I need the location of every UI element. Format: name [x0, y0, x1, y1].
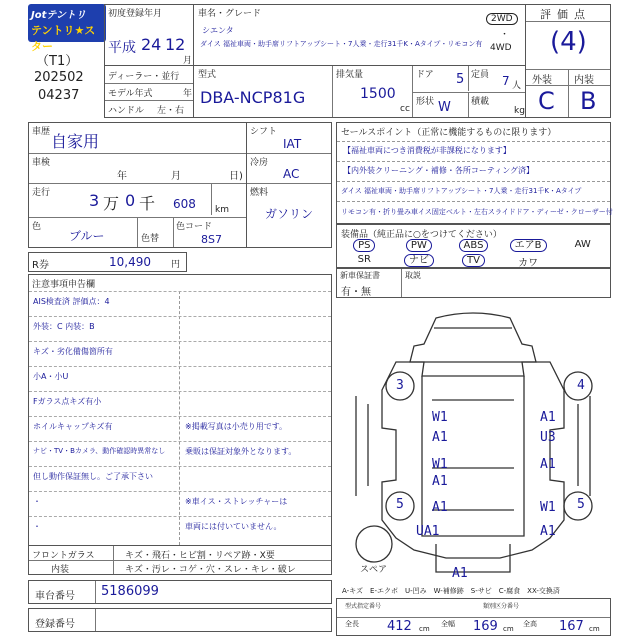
- chassis-label: 車台番号: [35, 591, 75, 602]
- type-code-label: 型式指定番号: [345, 603, 382, 610]
- damage-mark: A1: [540, 524, 556, 539]
- length-value: 412: [387, 619, 412, 634]
- width-value: 169: [473, 619, 498, 634]
- type-label: 型式: [198, 70, 217, 80]
- shape-value: W: [438, 100, 451, 115]
- logo-text-1: Jotテントリ: [31, 10, 86, 21]
- height-label: 全高: [523, 620, 537, 628]
- height-unit: cm: [589, 625, 600, 633]
- notes-box: [28, 274, 332, 546]
- front-glass-label: フロントガラス: [32, 551, 95, 561]
- int-grade: B: [580, 87, 597, 115]
- logo: [28, 4, 106, 53]
- note-left: 但し動作保証無し。ご了承下さい: [33, 472, 153, 481]
- cc-value: 1500: [360, 86, 396, 102]
- width-unit: cm: [503, 625, 514, 633]
- certificate-box: [336, 268, 611, 298]
- reg-label: 初度登録年月: [108, 9, 163, 19]
- vehicle-info-box: [28, 122, 247, 248]
- drive-2wd: 2WD: [486, 13, 518, 25]
- color-value: ブルー: [69, 229, 105, 243]
- sales-item: ダイス 福祉車両・助手席リフトアップシート・7人乗・走行31千K・Aタイプ: [341, 187, 582, 195]
- capacity-label: 定員: [471, 70, 490, 80]
- mileage-value: 608: [173, 197, 196, 211]
- load-unit: kg: [514, 106, 525, 116]
- equipment-sr: SR: [357, 254, 371, 265]
- note-left: ・: [33, 522, 41, 531]
- model-label: 車名・グレード: [198, 9, 262, 19]
- aircon-label: 冷房: [250, 158, 269, 168]
- spare-label: スペア: [360, 565, 388, 575]
- ext-label: 外装: [532, 75, 552, 86]
- registration-label: 登録番号: [35, 619, 75, 630]
- damage-mark: W1: [432, 410, 448, 425]
- ext-grade: C: [538, 87, 555, 115]
- model-year-unit: 年: [183, 89, 193, 99]
- damage-right-front: 4: [577, 378, 585, 393]
- equipment-label: 装備品（純正品に○をつけてください）: [341, 230, 502, 240]
- dimensions-box: [336, 598, 611, 636]
- class-code-label: 類別区分番号: [483, 603, 520, 610]
- type-value: DBA-NCP81G: [200, 88, 306, 107]
- shift-label: シフト: [250, 127, 278, 137]
- color-code-label: 色コード: [176, 222, 213, 232]
- equipment-aw: AW: [574, 239, 591, 250]
- usage-value: 自家用: [51, 132, 100, 151]
- sales-points-box: [336, 122, 611, 224]
- glass-interior-box: [28, 545, 332, 575]
- note-left: AIS検査済 評価点：4: [33, 297, 110, 306]
- note-left: Fガラス点キズ有小: [33, 397, 102, 406]
- equipment-misc-box: [246, 122, 332, 248]
- mileage-man-unit: 万: [103, 194, 120, 213]
- reg-year: 24: [141, 35, 162, 54]
- registration-box: [28, 608, 332, 632]
- registration-date-box: [104, 4, 194, 66]
- equipment-ps: PS: [353, 239, 375, 252]
- note-left: 小A・小U: [33, 372, 69, 381]
- recycle-value: 10,490: [109, 255, 151, 269]
- chassis-box: [28, 580, 332, 604]
- note-left: ナビ・TV・Bカメラ、動作確認時異常なし: [33, 447, 166, 455]
- dealer-label: ディーラー・並行: [108, 72, 180, 82]
- damage-mark: UA1: [416, 524, 440, 539]
- front-glass-text: キズ・飛石・ヒビ割・リペア跡・X要: [125, 551, 275, 561]
- manual-label: 取説: [405, 271, 421, 280]
- logo-text-2: テントリ★スター: [31, 24, 96, 53]
- mileage-unit: km: [215, 205, 229, 215]
- lot-code: （T1）: [36, 54, 79, 69]
- certificate-label: 新車保証書: [340, 271, 380, 280]
- inspection-label: 車検: [32, 158, 51, 168]
- equipment-abs: ABS: [459, 239, 489, 252]
- equipment-navi: ナビ: [404, 254, 434, 267]
- dealer-box: [104, 65, 194, 118]
- sales-item: 【内外装クリーニング・補修・各所コーティング済】: [343, 166, 535, 175]
- damage-mark: A1: [452, 566, 468, 581]
- equipment-box: [336, 224, 611, 268]
- recycle-label: R券: [32, 260, 49, 271]
- height-value: 167: [559, 619, 584, 634]
- capacity-unit: 人: [512, 81, 522, 91]
- damage-mark: A1: [432, 430, 448, 445]
- lot-number-1: 202502: [34, 70, 84, 85]
- note-left: ホイルキャップキズ有: [33, 422, 113, 431]
- width-label: 全幅: [441, 620, 455, 628]
- note-left: 外装：C 内装：B: [33, 322, 95, 331]
- lot-number-2: 04237: [38, 88, 80, 103]
- color-same-label: 色替: [141, 234, 160, 244]
- equipment-airbag: エアB: [510, 239, 547, 252]
- equipment-pw: PW: [406, 239, 432, 252]
- drive-4wd: 4WD: [490, 43, 512, 53]
- sales-label: セールスポイント（正常に機能するものに限ります）: [341, 128, 557, 138]
- car-diagram: [336, 300, 611, 582]
- sales-item: リモコン有・折り畳み車イス固定ベルト・左右スライドドア・ディーゼ・クローザー付: [341, 208, 613, 216]
- note-left: ・: [33, 497, 41, 506]
- damage-left-front: 3: [396, 378, 404, 393]
- logo-box: [28, 4, 106, 120]
- note-left: キズ・劣化備傷箇所有: [33, 347, 113, 356]
- color-label: 色: [32, 222, 42, 232]
- damage-right-rear: 5: [577, 497, 585, 512]
- spec-box: [193, 65, 526, 118]
- recycle-unit: 円: [171, 260, 181, 270]
- inspection-month-unit: 月: [171, 171, 181, 182]
- interior-label: 内装: [51, 565, 70, 575]
- mileage-sen: 0: [125, 191, 136, 210]
- reg-month: 12: [165, 35, 186, 54]
- equipment-leather: カワ: [518, 258, 539, 269]
- note-right: ※車イス・ストレッチャーは: [185, 497, 288, 506]
- damage-mark: A1: [432, 474, 448, 489]
- damage-mark: W1: [432, 457, 448, 472]
- fuel-value: ガソリン: [265, 207, 314, 221]
- interior-text: キズ・汚レ・コゲ・穴・スレ・キレ・破レ: [125, 565, 296, 575]
- damage-mark: W1: [540, 500, 556, 515]
- usage-label: 車歴: [32, 127, 51, 137]
- evaluation-label: 評価点: [540, 8, 591, 21]
- equipment-tv: TV: [462, 254, 485, 267]
- cc-label: 排気量: [336, 70, 364, 80]
- mileage-man: 3: [89, 191, 100, 210]
- shape-label: 形状: [416, 97, 435, 107]
- drive-dot: ・: [500, 30, 510, 40]
- capacity-value: 7: [502, 74, 510, 88]
- length-unit: cm: [419, 625, 430, 633]
- model-grade: ダイス 福祉車両・助手席リフトアップシート・7人乗・走行31千K・Aタイプ・リモコン有: [200, 40, 483, 48]
- damage-mark: A1: [540, 410, 556, 425]
- evaluation-box: [525, 4, 611, 118]
- notes-label: 注意事項申告欄: [32, 280, 96, 290]
- color-code: 8S7: [201, 233, 222, 246]
- note-right: 乗販は保証対象外となります。: [185, 447, 297, 456]
- damage-left-rear: 5: [396, 497, 404, 512]
- damage-mark: A1: [540, 457, 556, 472]
- fuel-label: 燃料: [250, 188, 269, 198]
- certificate-value: 有・無: [341, 287, 371, 298]
- int-label: 内装: [574, 75, 594, 86]
- door-label: ドア: [416, 70, 434, 80]
- door-value: 5: [456, 72, 465, 87]
- model-name: シエンタ: [202, 26, 234, 35]
- damage-mark: A1: [432, 500, 448, 515]
- mileage-label: 走行: [32, 188, 51, 198]
- length-label: 全長: [345, 620, 359, 628]
- damage-mark: U3: [540, 430, 556, 445]
- note-right: 車両には付いていません。: [185, 522, 282, 531]
- cc-unit: cc: [400, 104, 410, 114]
- handle-label: ハンドル: [108, 106, 145, 116]
- mileage-sen-unit: 千: [139, 194, 156, 213]
- damage-legend: A-キズ E-エクボ U-凹み W-補修跡 S-サビ C-腐食 XX-交換済: [342, 587, 560, 595]
- model-grade-box: [193, 4, 526, 66]
- inspection-year-unit: 年: [117, 171, 127, 182]
- chassis-value: 5186099: [101, 584, 159, 599]
- reg-era: 平成: [108, 40, 136, 56]
- aircon-value: AC: [283, 167, 300, 181]
- reg-month-unit: 月: [183, 56, 193, 66]
- shift-value: IAT: [283, 137, 302, 151]
- model-year-label: モデル年式: [108, 89, 153, 99]
- recycle-box: [28, 252, 187, 272]
- note-right: ※掲載写真は小売り用です。: [185, 422, 288, 431]
- load-label: 積載: [471, 97, 490, 107]
- handle-value: 左・右: [157, 106, 185, 116]
- inspection-day-unit: 日): [229, 171, 243, 182]
- evaluation-score: (4): [550, 27, 587, 57]
- sales-item: 【福祉車両につき消費税が非課税になります】: [343, 146, 511, 155]
